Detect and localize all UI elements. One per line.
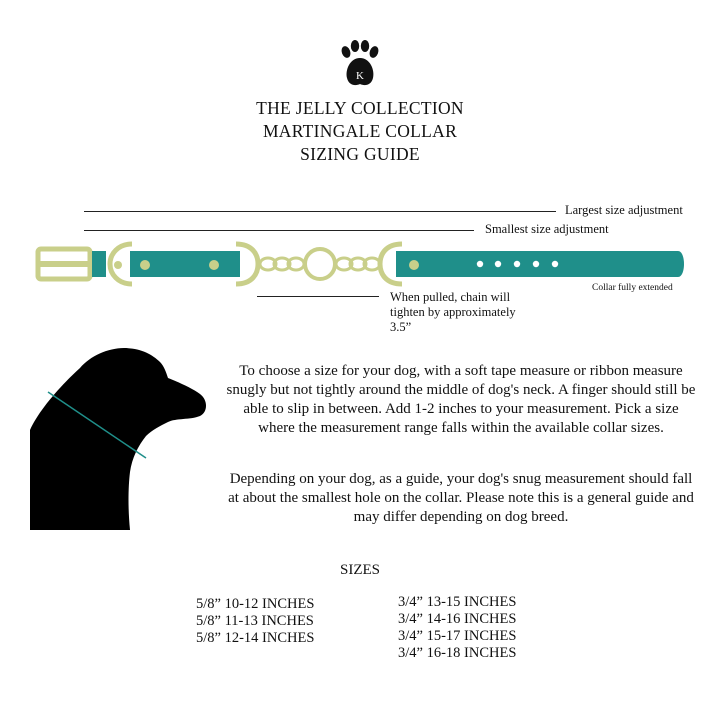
sizes-heading: SIZES: [339, 562, 380, 578]
chain: [260, 249, 380, 279]
strap-main: [396, 251, 684, 277]
buckle-tongue: [36, 261, 91, 267]
size-item: 3/4” 13-15 INCHES: [398, 594, 517, 610]
instruction-paragraph-2: Depending on your dog, as a guide, your dog's snug measurement should fall at about the smallest hole on the collar. Please note this is a general guide and may differ depending on dog breed.: [228, 471, 694, 525]
size-item: 3/4” 14-16 INCHES: [398, 611, 517, 627]
collar-extended-label: Collar fully extended: [592, 283, 673, 293]
smallest-size-label: Smallest size adjustment: [485, 222, 609, 236]
instruction-paragraph-1: To choose a size for your dog, with a soft tape measure or ribbon measure snugly but not tightly around the middle of dog's neck. A finger should still be able to slip in between. Add 1-2 inches to your measurement. Pick a size where the measurement range falls within the available collar sizes.: [226, 363, 696, 436]
paw-logo-icon: [338, 40, 382, 88]
chain-note-line-3: 3.5”: [390, 320, 412, 334]
smallest-size-line: [84, 230, 474, 231]
sizes-left-column: [196, 596, 314, 647]
size-item: 5/8” 10-12 INCHES: [196, 596, 315, 612]
size-item: 3/4” 15-17 INCHES: [398, 628, 517, 644]
size-item: 5/8” 11-13 INCHES: [196, 613, 314, 629]
chain-note-line-1: When pulled, chain will: [390, 290, 511, 304]
chain-note-line: [257, 296, 379, 297]
largest-size-label: Largest size adjustment: [565, 203, 683, 217]
logo-letter: K: [356, 70, 364, 82]
largest-size-line: [84, 211, 556, 212]
title-line-2: MARTINGALE COLLAR: [262, 121, 458, 141]
dog-silhouette: [28, 342, 212, 532]
title-line-3: SIZING GUIDE: [300, 144, 420, 164]
chain-note: [390, 290, 516, 335]
title-line-1: THE JELLY COLLECTION: [256, 98, 464, 118]
sizes-right-column: [398, 594, 516, 662]
chain-note-line-2: tighten by approximately: [390, 305, 516, 319]
size-item: 3/4” 16-18 INCHES: [398, 645, 517, 661]
collar-illustration: [30, 238, 690, 290]
size-item: 5/8” 12-14 INCHES: [196, 630, 315, 646]
